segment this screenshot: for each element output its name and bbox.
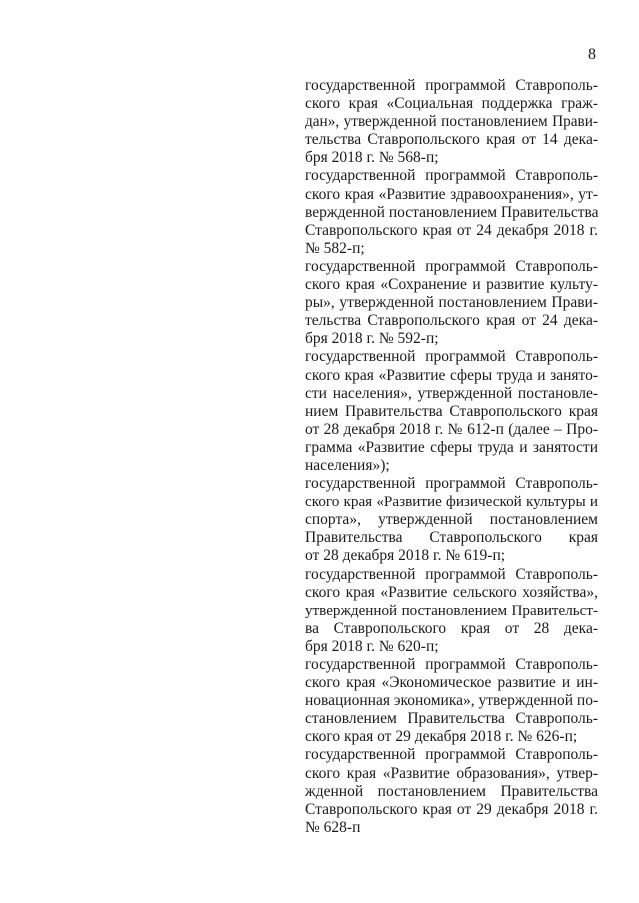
text-line: государственной программой Ставрополь- <box>305 565 598 583</box>
text-line: ского края «Развитие сельского хозяйства», <box>305 583 598 601</box>
text-line: бря 2018 г. № 592-п; <box>305 330 439 348</box>
text-line: государственной программой Ставрополь- <box>305 167 598 185</box>
text-line: ского края от 29 декабря 2018 г. № 626-п; <box>305 728 578 746</box>
text-line: нием Правительства Ставропольского края <box>305 402 598 420</box>
text-line: Ставропольского края от 24 декабря 2018 г. <box>305 221 598 239</box>
text-line: ского края «Развитие сферы труда и занято- <box>305 366 598 384</box>
text-line: ского края «Развитие образования», утвер- <box>305 764 598 782</box>
text-line: государственной программой Ставрополь- <box>305 348 598 366</box>
text-line: ского края «Социальная поддержка граж- <box>305 95 598 113</box>
text-line: становлением Правительства Ставрополь- <box>305 710 598 728</box>
text-line: Правительства Ставропольского края <box>305 529 598 547</box>
text-line: утвержденной постановлением Правительст- <box>305 602 598 619</box>
text-line: ры», утвержденной постановлением Прави- <box>305 294 598 312</box>
body-text <box>305 77 598 837</box>
text-line: государственной программой Ставрополь- <box>305 746 598 764</box>
text-line: ского края «Экономическое развитие и ин- <box>305 674 598 692</box>
text-line: бря 2018 г. № 568-п; <box>305 149 439 167</box>
text-line: № 628-п <box>305 818 361 836</box>
text-line: Ставропольского края от 29 декабря 2018 г. <box>305 800 598 818</box>
text-line: ского края «Сохранение и развитие культу- <box>305 276 598 294</box>
text-line: № 582-п; <box>305 239 365 257</box>
text-line: сти населения», утвержденной постановле- <box>305 384 598 402</box>
text-line: тельства Ставропольского края от 14 дека- <box>305 131 598 149</box>
text-line: новационная экономика», утвержденной по- <box>305 692 599 710</box>
text-line: государственной программой Ставрополь- <box>305 475 598 493</box>
text-line: населения»); <box>305 456 390 474</box>
text-line: спорта», утвержденной постановлением <box>305 511 598 529</box>
text-line: ского края «Развитие физической культуры и <box>305 493 598 511</box>
text-line: вержденной постановлением Правительства <box>305 203 599 221</box>
page-number: 8 <box>588 46 596 63</box>
text-line: ского края «Развитие здравоохранения», ут- <box>305 185 598 203</box>
text-line: дан», утвержденной постановлением Прави- <box>305 113 598 131</box>
text-line: государственной программой Ставрополь- <box>305 656 598 673</box>
text-line: от 28 декабря 2018 г. № 612-п (далее – Про- <box>305 420 598 438</box>
text-line: от 28 декабря 2018 г. № 619-п; <box>305 547 506 565</box>
text-line: жденной постановлением Правительства <box>305 782 598 800</box>
text-line: тельства Ставропольского края от 24 дека- <box>305 312 598 330</box>
text-line: бря 2018 г. № 620-п; <box>305 637 439 655</box>
text-line: государственной программой Ставрополь- <box>305 77 598 94</box>
text-line: ва Ставропольского края от 28 дека- <box>305 619 598 637</box>
text-line: государственной программой Ставрополь- <box>305 257 598 275</box>
text-line: грамма «Развитие сферы труда и занятости <box>305 438 598 456</box>
